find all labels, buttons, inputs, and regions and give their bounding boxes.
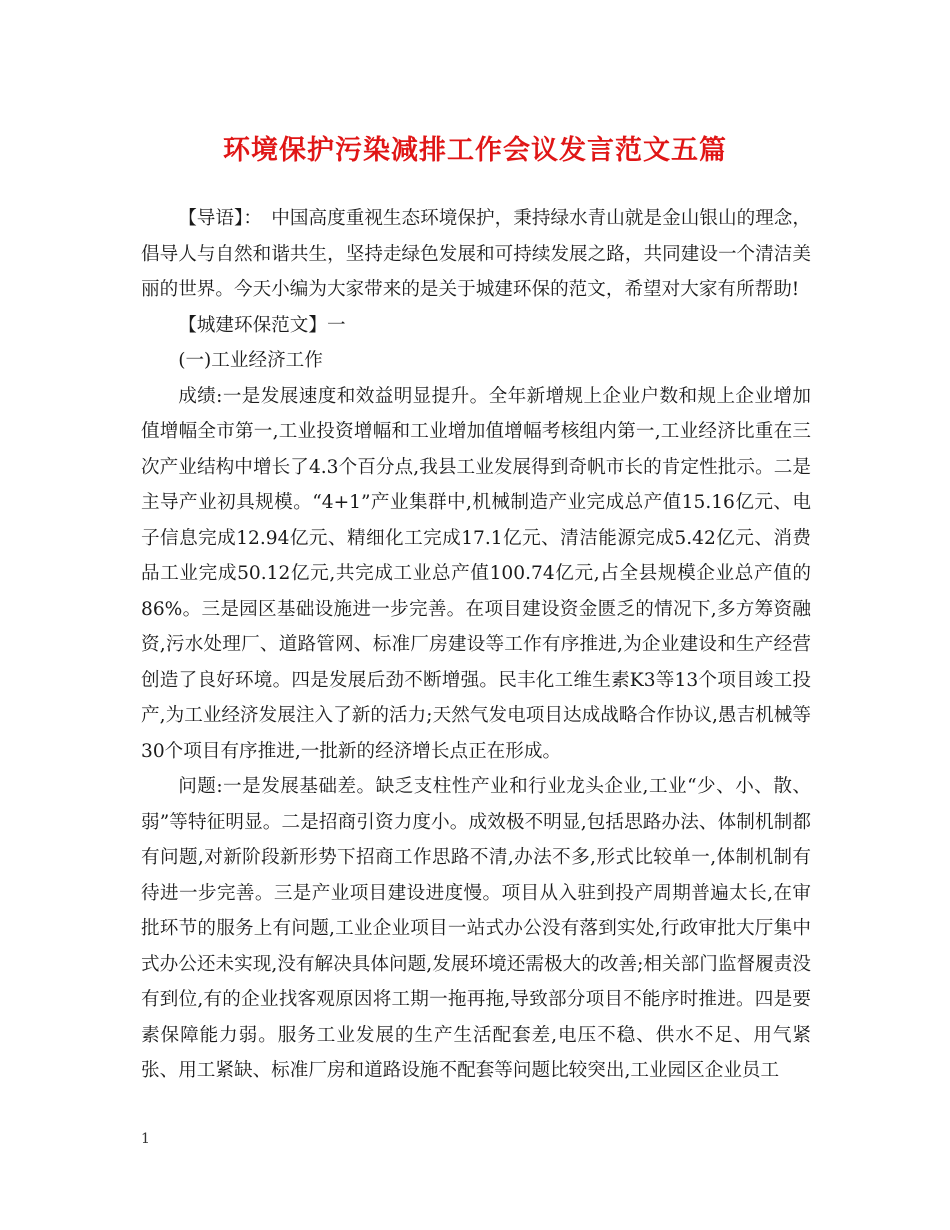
section-heading: 【城建环保范文】一 [178,314,346,336]
intro-paragraph: 【导语】： 中国高度重视生态环境保护，秉持绿水青山就是金山银山的理念，倡导人与自然和谐共生，坚持走绿色发展和可持续发展之路，共同建设一个清洁美丽的世界。今天小编为大家带来的是关于城建环保的范文，希望对大家有所帮助! [141,208,811,300]
document-body [141,201,811,1089]
document-title: 环境保护污染减排工作会议发言范文五篇 [223,135,727,166]
page-number: 1 [141,1131,150,1147]
subsection-heading: (一)工业经济工作 [178,350,323,371]
problems-paragraph: 问题:一是发展基础差。缺乏支柱性产业和行业龙头企业,工业“少、小、散、弱”等特征明显。二是招商引资力度小。成效极不明显,包括思路办法、体制机制都有问题,对新阶段新形势下招商工作思路不清,办法不多,形式比较单一,体制机制有待进一步完善。三是产业项目建设进度慢。项目从入驻到投产周期普遍太长,在审批环节的服务上有问题,工业企业项目一站式办公没有落到实处,行政审批大厅集中式办公还未实现,没有解决具体问题,发展环境还需极大的改善;相关部门监督履责没有到位,有的企业找客观原因将工期一拖再拖,导致部分项目不能序时推进。四是要素保障能力弱。服务工业发展的生产生活配套差,电压不稳、供水不足、用气紧张、用工紧缺、标准厂房和道路设施不配套等问题比较突出,工业园区企业员工 [141,776,811,1081]
achievements-paragraph: 成绩:一是发展速度和效益明显提升。全年新增规上企业户数和规上企业增加值增幅全市第一,工业投资增幅和工业增加值增幅考核组内第一,工业经济比重在三次产业结构中增长了4.3个百分点,我县工业发展得到奇帆市长的肯定性批示。二是主导产业初具规模。“4+1”产业集群中,机械制造产业完成总产值15.16亿元、电子信息完成12.94亿元、精细化工完成17.1亿元、清洁能源完成5.42亿元、消费品工业完成50.12亿元,共完成工业总产值100.74亿元,占全县规模企业总产值的86%。三是园区基础设施进一步完善。在项目建设资金匮乏的情况下,多方筹资融资,污水处理厂、道路管网、标准厂房建设等工作有序推进,为企业建设和生产经营创造了良好环境。四是发展后劲不断增强。民丰化工维生素K3等13个项目竣工投产,为工业经济发展注入了新的活力;天然气发电项目达成战略合作协议,愚吉机械等30个项目有序推进,一批新的经济增长点正在形成。 [141,385,811,762]
